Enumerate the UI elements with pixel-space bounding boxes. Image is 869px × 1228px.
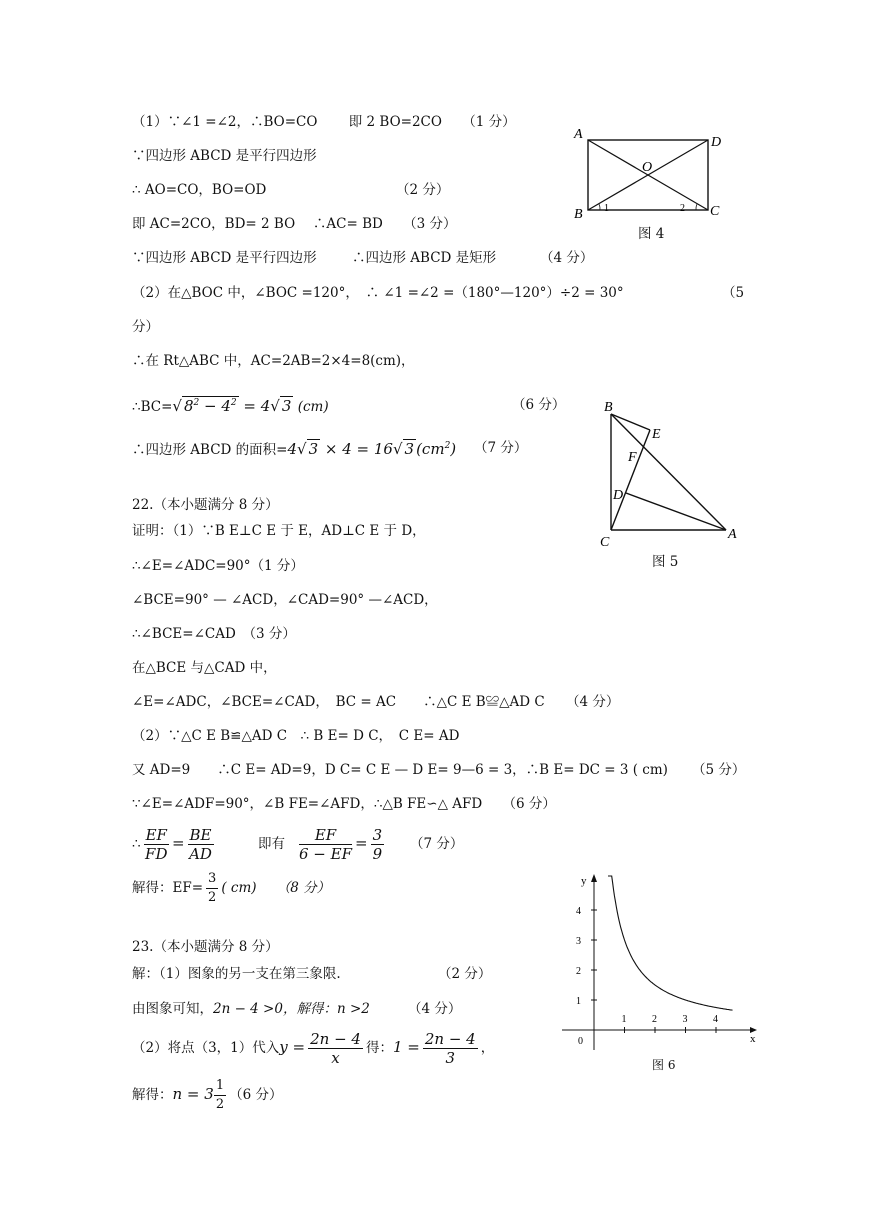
figure-6-chart	[560, 870, 765, 1059]
x-tick-label: 2	[652, 1014, 657, 1025]
q22-line-5: 在△BCE 与△CAD 中，	[132, 660, 277, 676]
ef-num: 3	[206, 870, 218, 889]
q22-line-11	[132, 868, 330, 908]
solve-label: 解得：EF=	[132, 880, 204, 896]
area-sqrt-2: 3	[404, 440, 415, 458]
fig5-label-a: A	[728, 527, 737, 542]
q22-line-10-eq2	[296, 823, 387, 864]
q22-line-10-score: （7 分）	[410, 836, 464, 852]
one-eq: 1 =	[392, 1038, 420, 1056]
q21-line-9-score: （6 分）	[512, 397, 566, 413]
n-score: （6 分）	[229, 1087, 283, 1103]
q22-line-8: 又 AD=9 ∴C E= AD=9，D C= C E — D E= 9—6 = 3，∴B E= DC = 3 ( cm)	[132, 762, 668, 778]
ef-den: 2	[208, 890, 217, 905]
q22-line-6-score: （4 分）	[566, 694, 620, 710]
therefore: ∴	[132, 836, 141, 852]
inequality: 2n − 4 >0，解得：n >2	[213, 1001, 370, 1017]
frac-1-den: 3	[445, 1049, 456, 1067]
q21-line-5b: ∴四边形 ABCD 是矩形	[352, 250, 497, 266]
q22-line-7: （2）∵△C E B≌△AD C ∴ B E= D C， C E= AD	[132, 728, 460, 744]
q23-line-1: 解：（1）图象的另一支在第三象限.	[132, 966, 341, 982]
y-tick-label: 3	[576, 936, 581, 947]
q21-line-3-score: （2 分）	[396, 182, 450, 198]
q22-line-2: ∴∠E=∠ADC=90°（1 分）	[132, 558, 304, 574]
y-axis-label: y	[581, 875, 587, 887]
q21-line-3-text: ∴ AO=CO，BO=OD	[132, 182, 267, 198]
exp-1: 2	[193, 398, 200, 408]
sqrt-term-1: 8	[183, 397, 194, 415]
area-times: × 4 = 16	[320, 440, 393, 458]
fig5-caption: 图 5	[652, 554, 679, 570]
frac1-num: EF	[145, 826, 167, 844]
figure-4	[570, 126, 730, 226]
exp-2: 2	[230, 398, 237, 408]
sqrt-term-2: − 4	[199, 397, 231, 415]
fig4-label-b: B	[574, 207, 583, 222]
q21-line-5a: ∵四边形 ABCD 是平行四边形	[132, 250, 317, 266]
fig5-label-c: C	[600, 535, 610, 548]
fig4-label-o: O	[642, 160, 653, 175]
solve-label-2: 解得：	[132, 1087, 173, 1103]
figure-5	[594, 398, 744, 552]
area-unit: (cm	[416, 440, 445, 458]
q21-line-1: （1）∵∠1 =∠2，∴BO=CO 即 2 BO=2CO （1 分）	[132, 114, 516, 130]
q21-line-7: 分）	[132, 319, 159, 335]
fig6-caption: 图 6	[652, 1058, 676, 1072]
comma: ，	[480, 1040, 495, 1056]
hyperbola-curve	[608, 876, 733, 1010]
get-text: 得：	[365, 1040, 393, 1056]
q21-line-10-score: （7 分）	[474, 440, 528, 456]
q22-line-10-jiyou: 即有	[258, 836, 285, 852]
frac-y-num: 2n − 4	[310, 1030, 361, 1048]
q21-line-8: ∴在 Rt△ABC 中，AC=2AB=2×4=8(cm)，	[132, 353, 415, 369]
q21-line-5c: （4 分）	[540, 250, 594, 266]
fig4-angle-2: 2	[680, 203, 685, 214]
area-4: 4	[287, 440, 298, 458]
area-label: ∴四边形 ABCD 的面积=	[132, 442, 288, 458]
fig4-caption: 图 4	[638, 226, 665, 242]
ef-unit-score: ( cm) （8 分）	[221, 880, 331, 896]
q22-line-1: 证明：（1）∵B E⊥C E 于 E，AD⊥C E 于 D，	[132, 523, 426, 539]
q23-line-2	[132, 1000, 370, 1018]
fig5-label-f: F	[628, 450, 637, 465]
q22-line-3: ∠BCE=90° — ∠ACD，∠CAD=90° —∠ACD，	[132, 592, 438, 608]
frac2-num: BE	[189, 826, 212, 844]
x-tick-label: 4	[713, 1014, 718, 1025]
bc-label: ∴BC=	[132, 399, 173, 415]
sqrt-3: 3	[281, 397, 292, 415]
area-paren: )	[450, 440, 457, 458]
y-eq: y =	[279, 1038, 306, 1056]
fig5-label-d: D	[613, 488, 624, 503]
eq-2: =	[355, 834, 368, 852]
y-tick-label: 1	[576, 996, 581, 1007]
q21-line-2: ∵四边形 ABCD 是平行四边形	[132, 148, 317, 164]
q22-title: 22.（本小题满分 8 分）	[132, 497, 279, 513]
fig4-angle-1: 1	[604, 203, 609, 214]
y-tick-label: 4	[576, 906, 581, 917]
x-axis-label: x	[750, 1033, 756, 1045]
frac1-den: FD	[145, 845, 168, 863]
n-frac-num: 1	[214, 1077, 226, 1096]
fig4-label-d: D	[711, 135, 722, 150]
q21-line-6: （2）在△BOC 中，∠BOC =120°， ∴ ∠1 =∠2 =（180°—120°）÷2 = 30°	[132, 285, 624, 301]
q22-line-6: ∠E=∠ADC，∠BCE=∠CAD， BC = AC ∴△C E B≌△AD C	[132, 694, 545, 710]
fig5-label-e: E	[652, 427, 661, 442]
area-sqrt-1: 3	[308, 440, 319, 458]
frac4-num: 3	[372, 826, 383, 844]
unit-cm: (cm)	[293, 399, 329, 415]
area-exp: 2	[444, 441, 451, 451]
q21-line-9: ∴BC=√ $8^2 - 4^2 = 4√$ 3 (cm)	[132, 397, 329, 415]
y-tick-label: 2	[576, 966, 581, 977]
q22-line-4: ∴∠BCE=∠CAD （3 分）	[132, 626, 296, 642]
frac-1-num: 2n − 4	[424, 1030, 476, 1048]
q23-title: 23.（本小题满分 8 分）	[132, 939, 279, 955]
from-graph: 由图象可知，	[132, 1001, 213, 1017]
n-frac-den: 2	[215, 1097, 225, 1112]
q23-line-2-score: （4 分）	[408, 1001, 462, 1017]
q21-line-4: 即 AC=2CO，BD= 2 BO ∴AC= BD （3 分）	[132, 216, 457, 232]
q21-line-3	[132, 181, 266, 199]
fig4-label-c: C	[710, 204, 720, 219]
fig4-label-a: A	[574, 127, 583, 142]
q23-line-1-score: （2 分）	[438, 966, 492, 982]
frac3-num: EF	[299, 826, 352, 845]
q23-line-3	[132, 1027, 494, 1068]
frac-y-den: x	[331, 1049, 340, 1067]
q23-line-4	[132, 1074, 282, 1115]
frac3-den: 6 − EF	[299, 845, 353, 863]
x-tick-label: 1	[621, 1014, 627, 1025]
q22-line-10	[132, 823, 217, 864]
frac2-den: AD	[189, 845, 212, 863]
eq-1: =	[171, 834, 185, 852]
q21-line-6-score: （5	[722, 285, 745, 301]
q22-line-8-score: （5 分）	[692, 762, 746, 778]
eq-4: = 4	[238, 397, 271, 415]
q21-line-10: ∴四边形 ABCD 的面积=4√ 3 × 4 = 16√ 3 $(cm^2)$	[132, 440, 457, 458]
origin-label: 0	[578, 1036, 583, 1047]
substitute-text: （2）将点（3，1）代入	[132, 1040, 280, 1056]
q22-line-9: ∵∠E=∠ADF=90°，∠B FE=∠AFD，∴△B FE∽△ AFD （6 分）	[132, 796, 556, 812]
fig5-label-b: B	[604, 400, 613, 415]
x-tick-label: 3	[682, 1014, 688, 1025]
frac4-den: 9	[372, 845, 383, 863]
n-eq: n = 3	[172, 1085, 214, 1103]
